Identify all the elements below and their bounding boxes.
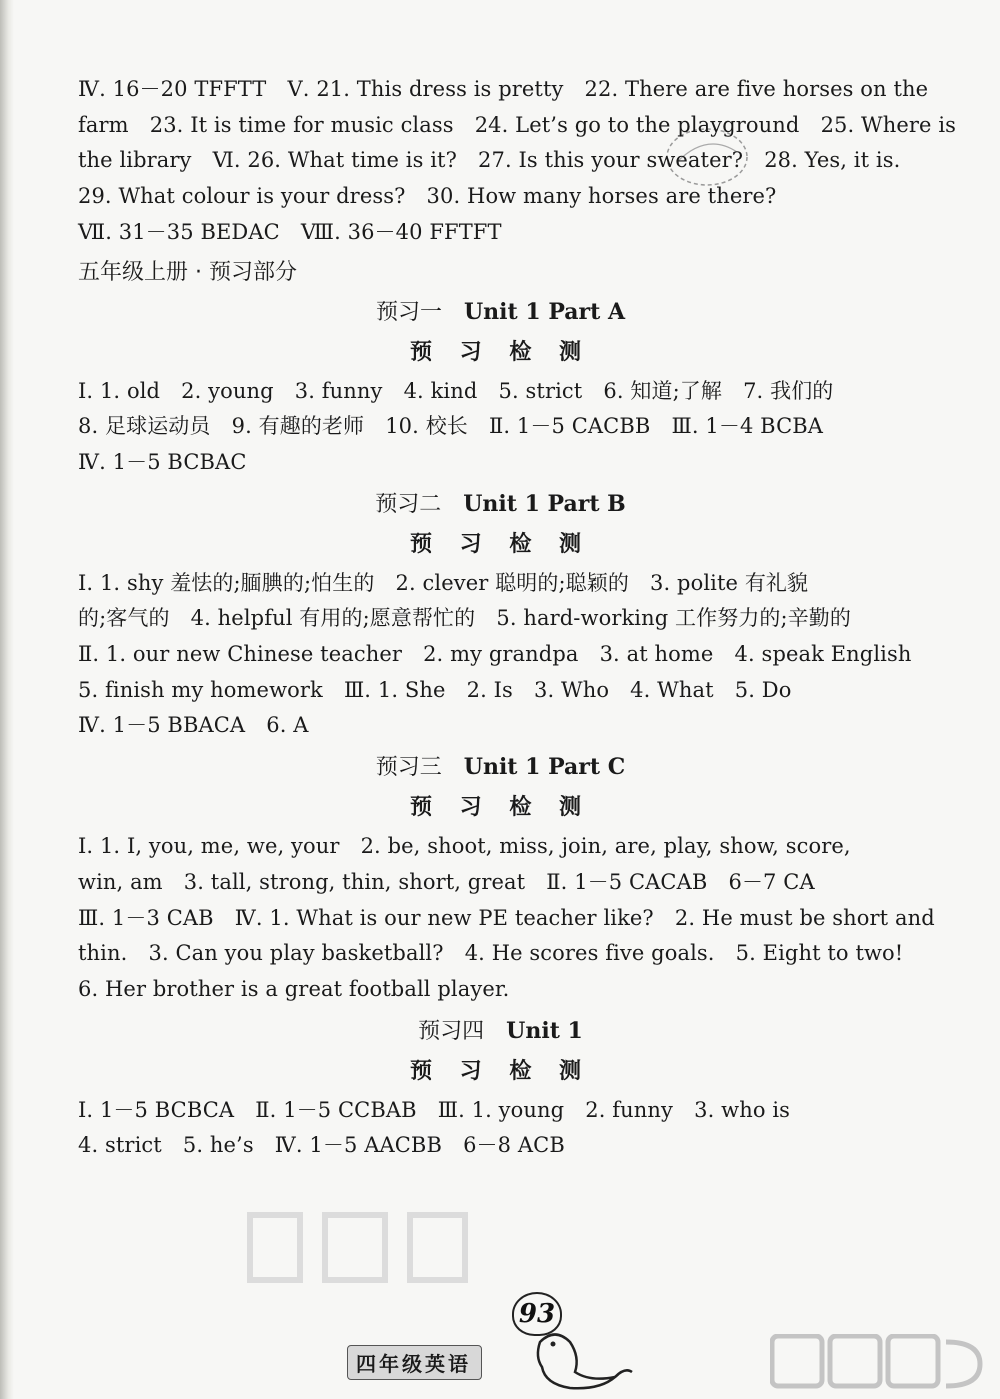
answer-line: Ⅰ. 1. I, you, me, we, your 2. be, shoot, miss, join, are, play, show, score, bbox=[78, 834, 851, 859]
section-header: 五年级上册 · 预习部分 bbox=[78, 259, 297, 285]
answer-line: Ⅲ. 1－3 CAB Ⅳ. 1. What is our new PE teacher like? 2. He must be short and bbox=[78, 905, 935, 930]
lesson-title-cn: 预习三 bbox=[375, 755, 442, 781]
answer-line: 6. Her brother is a great football player. bbox=[78, 976, 510, 1001]
answer-line: Ⅶ. 31－35 BEDAC Ⅷ. 36－40 FFTFT bbox=[78, 219, 502, 244]
answer-line: Ⅰ. 1. shy 羞怯的;腼腆的;怕生的 2. clever 聪明的;聪颖的 3. polite 有礼貌 bbox=[78, 570, 809, 595]
answer-line: 4. strict 5. he’s Ⅳ. 1－5 AACBB 6－8 ACB bbox=[78, 1133, 565, 1158]
lesson-title bbox=[78, 1012, 923, 1051]
answer-line: Ⅳ. 1－5 BCBAC bbox=[78, 449, 247, 474]
answer-line: 5. finish my homework Ⅲ. 1. She 2. Is 3. Who 4. What 5. Do bbox=[78, 677, 792, 702]
check-title: 预 习 检 测 bbox=[410, 339, 591, 365]
check-title: 预 习 检 测 bbox=[410, 531, 591, 557]
answer-line: 29. What colour is your dress? 30. How many horses are there? bbox=[78, 184, 777, 209]
answer-line: Ⅰ. 1. old 2. young 3. funny 4. kind 5. strict 6. 知道;了解 7. 我们的 bbox=[78, 378, 834, 403]
lesson-block bbox=[78, 485, 923, 745]
lesson-title-en: Unit 1 Part C bbox=[463, 754, 626, 781]
lesson-block bbox=[78, 1012, 923, 1164]
lesson-block bbox=[78, 748, 935, 1008]
check-title: 预 习 检 测 bbox=[410, 795, 591, 821]
lesson-title bbox=[78, 748, 923, 787]
lesson-title-cn: 预习一 bbox=[375, 299, 442, 325]
answer-line: Ⅰ. 1－5 BCBCA Ⅱ. 1－5 CCBAB Ⅲ. 1. young 2. funny 3. who is bbox=[78, 1097, 791, 1122]
seal-mascot-icon bbox=[520, 1322, 640, 1392]
footer-label: 四年级英语 bbox=[347, 1345, 482, 1380]
page-footer bbox=[0, 1292, 1000, 1392]
answer-line: Ⅱ. 1. our new Chinese teacher 2. my grandpa 3. at home 4. speak English bbox=[78, 642, 912, 667]
answer-line: Ⅳ. 1－5 BBACA 6. A bbox=[78, 713, 309, 738]
page-binding-edge bbox=[0, 0, 14, 1399]
lesson-block bbox=[78, 293, 923, 481]
lesson-title bbox=[78, 293, 923, 332]
answer-line: win, am 3. tall, strong, thin, short, great Ⅱ. 1－5 CACAB 6－7 CA bbox=[78, 869, 815, 894]
watermark-logo-icon bbox=[770, 1334, 990, 1394]
page-number: 93 bbox=[512, 1292, 562, 1336]
lesson-title bbox=[78, 485, 923, 524]
answer-line: 的;客气的 4. helpful 有用的;愿意帮忙的 5. hard-working 工作努力的;辛勤的 bbox=[78, 606, 852, 631]
answer-line: Ⅳ. 16－20 TFFTT Ⅴ. 21. This dress is pretty 22. There are five horses on the bbox=[78, 77, 929, 101]
lesson-title-en: Unit 1 Part A bbox=[464, 298, 626, 325]
lesson-title-en: Unit 1 bbox=[506, 1017, 583, 1044]
check-title: 预 习 检 测 bbox=[410, 1058, 591, 1084]
lesson-title-cn: 预习四 bbox=[418, 1018, 485, 1044]
top-answers bbox=[78, 72, 957, 251]
answer-line: 8. 足球运动员 9. 有趣的老师 10. 校长 Ⅱ. 1－5 CACBB Ⅲ. 1－4 BCBA bbox=[78, 414, 824, 439]
lesson-title-en: Unit 1 Part B bbox=[463, 490, 626, 517]
answer-line: thin. 3. Can you play basketball? 4. He scores five goals. 5. Eight to two! bbox=[78, 941, 904, 966]
answer-line: farm 23. It is time for music class 24. Let’s go to the playground 25. Where is bbox=[78, 112, 957, 137]
answer-content bbox=[78, 72, 957, 1164]
answer-line: the library Ⅵ. 26. What time is it? 27. Is this your sweater? 28. Yes, it is. bbox=[78, 148, 901, 173]
faint-watermark bbox=[240, 1205, 480, 1295]
lesson-title-cn: 预习二 bbox=[375, 491, 442, 517]
